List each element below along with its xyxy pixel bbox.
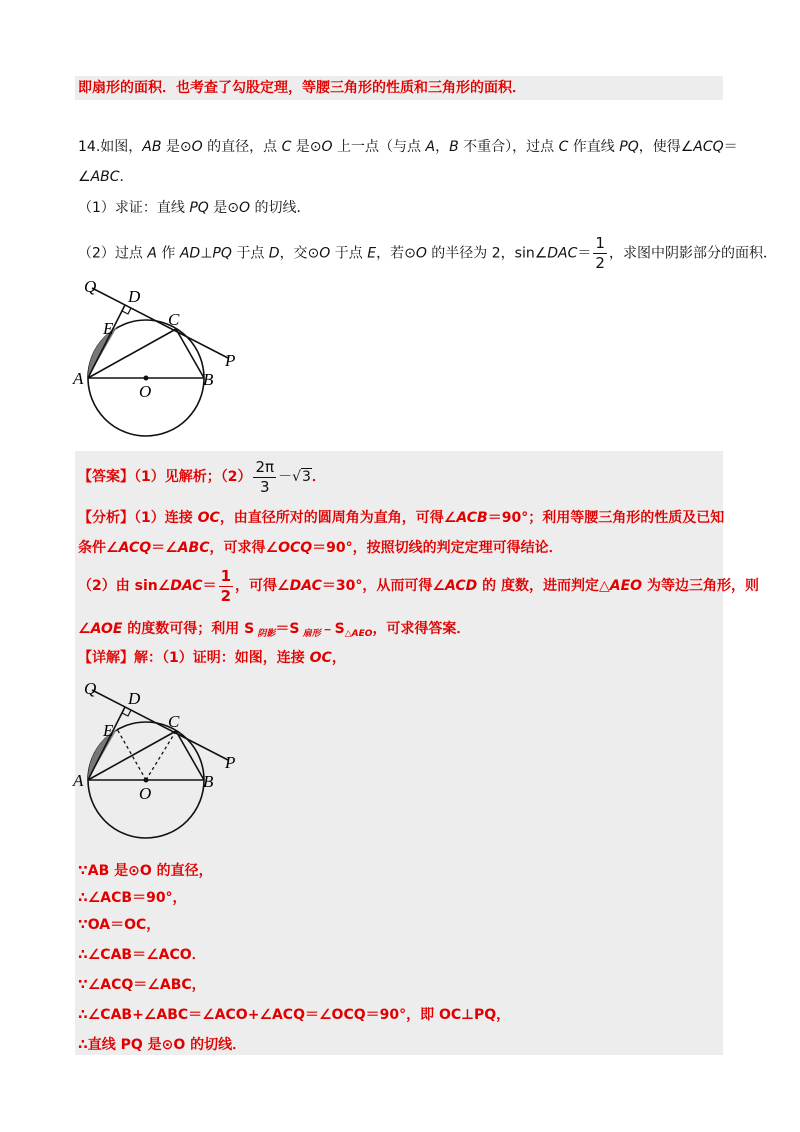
text: ＝: [577, 245, 592, 262]
text: E: [367, 245, 377, 262]
text: ∠: [78, 169, 91, 185]
text: 不重合），过点: [458, 139, 559, 155]
text: OC: [197, 510, 220, 526]
label-b: B: [203, 772, 214, 791]
text: 解：（1）证明：如图，连接: [134, 650, 310, 666]
proof-step-7: ∴直线 PQ 是⊙O 的切线．: [78, 1037, 247, 1053]
text: C: [281, 139, 292, 155]
text: DAC: [170, 578, 203, 594]
geometry-figure-1: [70, 272, 260, 444]
answer-line: [78, 458, 326, 496]
text: PQ: [189, 200, 209, 216]
text: ＝∠: [151, 540, 178, 556]
sqrt-symbol: √: [292, 469, 301, 485]
text: 的度数可得；利用 S: [122, 621, 255, 637]
text: D: [268, 245, 280, 262]
proof-step-1: ∵AB 是⊙O 的直径，: [78, 863, 213, 879]
text: C: [558, 139, 569, 155]
sqrt-3: [292, 458, 312, 496]
text: ，求图中阴影部分的面积．: [608, 245, 777, 262]
text: ACD: [444, 578, 478, 594]
label-c: C: [168, 712, 180, 731]
label-e: E: [103, 721, 114, 740]
label-e: E: [103, 319, 114, 338]
fraction-one-half: [219, 566, 233, 605]
text: 是⊙: [161, 139, 192, 155]
numerator: 2π: [255, 457, 275, 476]
analysis-tag: 【分析】: [78, 510, 134, 526]
text: ABC: [177, 540, 210, 556]
subscript: 扇形: [299, 629, 321, 639]
text: ＝: [202, 578, 217, 594]
text: （1）连接: [134, 510, 198, 526]
text: 条件∠: [78, 540, 119, 556]
text: 上一点（与点: [332, 139, 426, 155]
text: ＝: [723, 139, 738, 155]
text: 的 度数，进而判定△: [477, 578, 610, 594]
text: AOE: [90, 621, 123, 637]
analysis-line-4: [78, 619, 470, 644]
text: ACQ: [118, 540, 152, 556]
label-o: O: [139, 382, 152, 401]
chord-bc: [176, 731, 204, 780]
text: ＝S: [275, 621, 300, 637]
radicand: 3: [301, 469, 311, 485]
center-point: [144, 376, 149, 381]
text: O: [319, 245, 331, 262]
analysis-line-3: [78, 567, 759, 605]
label-a: A: [73, 369, 84, 388]
fraction-one-half: [593, 236, 607, 271]
analysis-line-2: [78, 538, 563, 558]
question-1: [78, 198, 311, 218]
text: A: [425, 139, 436, 155]
fraction-2pi-over-3: [253, 457, 276, 496]
text: B: [449, 139, 459, 155]
text: ．: [119, 169, 134, 185]
center-point: [144, 778, 149, 783]
text: （2）过点: [78, 245, 148, 262]
denominator: 2: [220, 586, 232, 605]
text: （1）求证：直线: [78, 200, 190, 216]
proof-step-5: ∵∠ACQ＝∠ABC，: [78, 977, 206, 993]
dashed-oc: [146, 731, 176, 780]
denominator: 2: [595, 254, 605, 272]
text: ，可得∠: [235, 578, 290, 594]
text: ，使得∠: [638, 139, 694, 155]
text: O: [191, 139, 203, 155]
text: ，可求得∠: [209, 540, 279, 556]
text: 作直线: [568, 139, 620, 155]
dashed-oe: [117, 729, 146, 780]
text: 于点: [330, 245, 368, 262]
text: ，: [331, 650, 346, 666]
text: ACQ: [693, 139, 724, 155]
geometry-figure-2: [70, 676, 260, 848]
numerator: 1: [220, 566, 232, 585]
text: ，: [435, 139, 450, 155]
text: 是⊙: [291, 139, 322, 155]
text: ABC: [90, 169, 120, 185]
text: A: [147, 245, 157, 262]
text: AB: [142, 139, 162, 155]
label-b: B: [203, 370, 214, 389]
text: PQ: [619, 139, 639, 155]
detail-line-1: [78, 648, 346, 668]
label-a: A: [73, 771, 84, 790]
analysis-line-1: [78, 508, 724, 528]
subscript: △AEO: [344, 629, 373, 639]
text: ，由直径所对的圆周角为直角，可得∠: [219, 510, 457, 526]
text: ⊥: [200, 245, 213, 262]
label-o: O: [139, 784, 152, 803]
label-d: D: [128, 287, 141, 306]
text: ，可求得答案．: [372, 621, 471, 637]
text: DAC: [547, 245, 578, 262]
text: ∠: [78, 621, 91, 637]
label-c: C: [168, 310, 180, 329]
chord-bc: [176, 329, 204, 378]
proof-step-6: ∴∠CAB+∠ABC＝∠ACO+∠ACQ＝∠OCQ＝90°，即 OC⊥PQ，: [78, 1007, 511, 1023]
text: PQ: [212, 245, 232, 262]
text: ，若⊙: [376, 245, 416, 262]
proof-step-4: ∴∠CAB＝∠ACO．: [78, 947, 206, 963]
numerator: 1: [595, 234, 605, 252]
text: 的半径为 2，sin∠: [426, 245, 548, 262]
text: 的切线．: [250, 200, 311, 216]
detail-tag: 【详解】: [78, 650, 134, 666]
question-2: [78, 236, 777, 271]
text: ACB: [456, 510, 488, 526]
text: ．: [311, 469, 326, 485]
text: 14.如图，: [78, 139, 143, 155]
text: O: [415, 245, 427, 262]
text: 作: [156, 245, 180, 262]
top-note: 即扇形的面积．也考查了勾股定理，等腰三角形的性质和三角形的面积．: [78, 80, 526, 96]
label-q: Q: [84, 277, 97, 296]
text: O: [239, 200, 251, 216]
denominator: 3: [260, 477, 270, 496]
subscript: 阴影: [254, 629, 276, 639]
text: 于点: [231, 245, 269, 262]
text: OC: [309, 650, 332, 666]
proof-step-3: ∵OA＝OC，: [78, 917, 161, 933]
text: AEO: [609, 578, 643, 594]
text: DAC: [289, 578, 322, 594]
text: －: [278, 469, 293, 485]
text: （2）由 sin∠: [78, 578, 171, 594]
text: ＝90°，按照切线的判定定理可得结论．: [312, 540, 563, 556]
label-p: P: [225, 351, 236, 370]
text: （1）见解析；（2）: [134, 469, 252, 485]
text: ﹣S: [320, 621, 345, 637]
text: ＝90°；利用等腰三角形的性质及已知: [487, 510, 725, 526]
text: 为等边三角形，则: [642, 578, 759, 594]
label-p: P: [225, 753, 236, 772]
text: AD: [179, 245, 201, 262]
text: ＝30°，从而可得∠: [321, 578, 445, 594]
problem-line-2: [78, 167, 134, 187]
text: 的直径，点: [202, 139, 282, 155]
text: 是⊙: [208, 200, 240, 216]
problem-line-1: [78, 137, 738, 157]
label-q: Q: [84, 679, 97, 698]
answer-tag: 【答案】: [78, 469, 134, 485]
proof-step-2: ∴∠ACB＝90°，: [78, 890, 187, 906]
text: ，交⊙: [279, 245, 320, 262]
text: OCQ: [278, 540, 313, 556]
label-d: D: [128, 689, 141, 708]
text: O: [321, 139, 333, 155]
